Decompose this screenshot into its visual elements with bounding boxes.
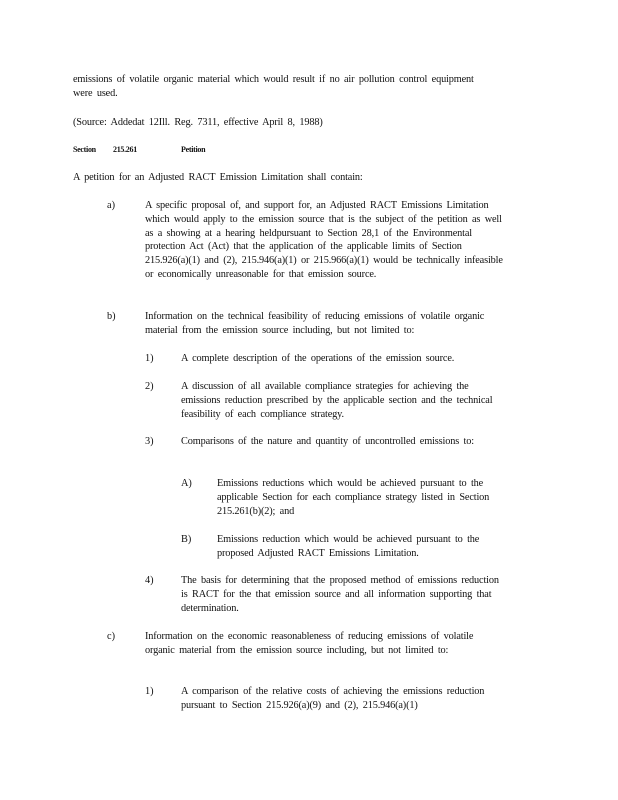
item-b2-label: 2) <box>145 381 154 392</box>
item-b3a-label: A) <box>181 478 192 489</box>
item-c1-text: A comparison of the relative costs of achieving the emissions reduction pursuant to Section 215.926(a)(9) and (2), 215.946(a)(1) <box>181 686 485 711</box>
item-c-text: Information on the economic reasonableness of reducing emissions of volatile organic material from the emission source including, but not limited to: <box>145 631 474 656</box>
item-b4-text: The basis for determining that the proposed method of emissions reduction is RACT for the that emission source and all information supporting that determination. <box>181 575 499 614</box>
item-b-text: Information on the technical feasibility of reducing emissions of volatile organic material from the emission source including, but not limited to: <box>145 311 485 336</box>
item-b4-label: 4) <box>145 575 154 586</box>
item-b3-text: Comparisons of the nature and quantity of uncontrolled emissions to: <box>181 436 474 447</box>
intro-continued-paragraph: emissions of volatile organic material which would result if no air pollution control equipment were used. <box>73 74 474 99</box>
item-b1-label: 1) <box>145 353 154 364</box>
item-b-label: b) <box>107 311 116 322</box>
item-b3b-label: B) <box>181 534 192 545</box>
source-note: (Source: Addedat 12Ill. Reg. 7311, effective April 8, 1988) <box>73 117 323 128</box>
item-b3-label: 3) <box>145 436 154 447</box>
section-title: Petition <box>181 145 206 154</box>
item-a-label: a) <box>107 200 115 211</box>
section-label: Section <box>73 145 96 154</box>
item-b3b-text: Emissions reduction which would be achieved pursuant to the proposed Adjusted RACT Emissions Limitation. <box>217 534 480 559</box>
item-b2-text: A discussion of all available compliance strategies for achieving the emissions reduction prescribed by the applicable section and the technical feasibility of each compliance strategy. <box>181 381 493 420</box>
item-c1-label: 1) <box>145 686 154 697</box>
lead-in-paragraph: A petition for an Adjusted RACT Emission Limitation shall contain: <box>73 172 363 183</box>
item-b1-text: A complete description of the operations of the emission source. <box>181 353 455 364</box>
item-b3a-text: Emissions reductions which would be achieved pursuant to the applicable Section for each compliance strategy listed in Section 215.261(b)(2); and <box>217 478 490 517</box>
item-a-text: A specific proposal of, and support for, an Adjusted RACT Emissions Limitation which would apply to the emission source that is the subject of the petition as well as a showing at a hearing heldpursuant to Section 28,1 of the Environmental protection Act (Act) that the application of the applicable limits of Section 215.926(a)(1) and (2), 215.946(a)(1) or 215.966(a)(1) would be technically infeasible or economically unreasonable for that emission source. <box>145 200 503 280</box>
section-number: 215.261 <box>113 145 137 154</box>
item-c-label: c) <box>107 631 115 642</box>
